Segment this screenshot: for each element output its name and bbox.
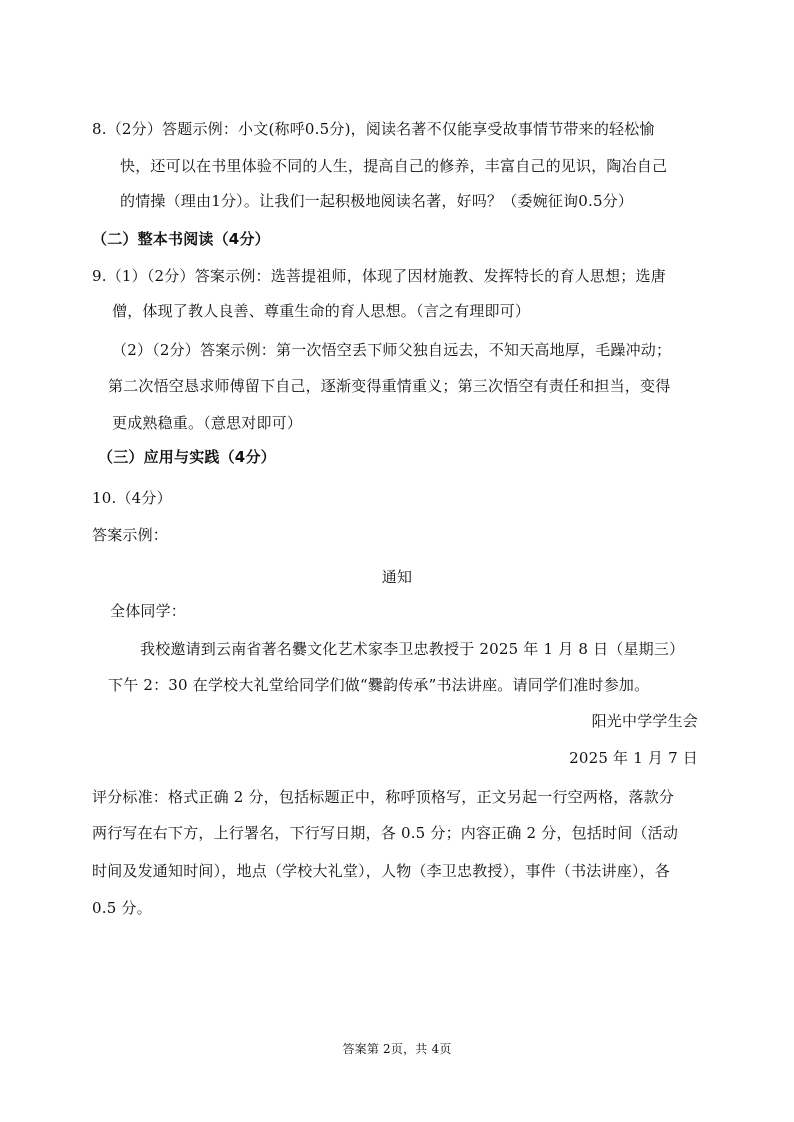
q8-line-1: 8.（2分）答题示例：小文(称呼0.5分)，阅读名著不仅能享受故事情节带来的轻松愉 bbox=[92, 120, 655, 138]
page-footer: 答案第 2页，共 4页 bbox=[342, 1042, 452, 1056]
q9-line-5: 更成熟稳重。（意思对即可） bbox=[112, 414, 303, 432]
notice-body-line-2: 下午 2：30 在学校大礼堂给同学们做“爨韵传承”书法讲座。请同学们准时参加。 bbox=[108, 676, 650, 694]
section-heading-whole-book-reading: （二）整本书阅读（4分） bbox=[92, 230, 270, 248]
q9-line-2: 僧，体现了教人良善、尊重生命的育人思想。（言之有理即可） bbox=[112, 302, 531, 320]
criteria-line-3: 时间及发通知时间），地点（学校大礼堂），人物（李卫忠教授），事件（书法讲座），各 bbox=[92, 862, 671, 880]
criteria-line-2: 两行写在右下方，上行署名，下行写日期，各 0.5 分；内容正确 2 分，包括时间（活动 bbox=[92, 824, 679, 842]
criteria-line-1: 评分标准：格式正确 2 分，包括标题正中，称呼顶格写，正文另起一行空两格，落款分 bbox=[92, 788, 675, 806]
criteria-line-4: 0.5 分。 bbox=[92, 899, 152, 917]
q10-label: 10.（4分） bbox=[92, 489, 172, 507]
notice-title: 通知 bbox=[381, 568, 413, 586]
notice-body-line-1: 我校邀请到云南省著名爨文化艺术家李卫忠教授于 2025 年 1 月 8 日（星期三） bbox=[140, 640, 685, 658]
q10-example-label: 答案示例： bbox=[92, 526, 169, 544]
section-heading-application-practice: （三）应用与实践（4分） bbox=[98, 448, 276, 466]
notice-signature: 阳光中学学生会 bbox=[591, 712, 698, 730]
notice-salutation: 全体同学： bbox=[110, 602, 187, 620]
q8-line-3: 的情操（理由1分）。让我们一起积极地阅读名著，好吗？（委婉征询0.5分） bbox=[120, 192, 634, 210]
q9-line-1: 9.（1）（2分）答案示例：选菩提祖师，体现了因材施教、发挥特长的育人思想；选唐 bbox=[92, 267, 666, 285]
q8-line-2: 快，还可以在书里体验不同的人生，提高自己的修养，丰富自己的见识，陶冶自己 bbox=[120, 157, 668, 175]
notice-date: 2025 年 1 月 7 日 bbox=[569, 749, 698, 767]
q9-line-4: 第二次悟空恳求师傅留下自己，逐渐变得重情重义；第三次悟空有责任和担当，变得 bbox=[108, 377, 671, 395]
q9-line-3: （2）（2分）答案示例：第一次悟空丢下师父独自远去，不知天高地厚，毛躁冲动； bbox=[112, 341, 672, 359]
